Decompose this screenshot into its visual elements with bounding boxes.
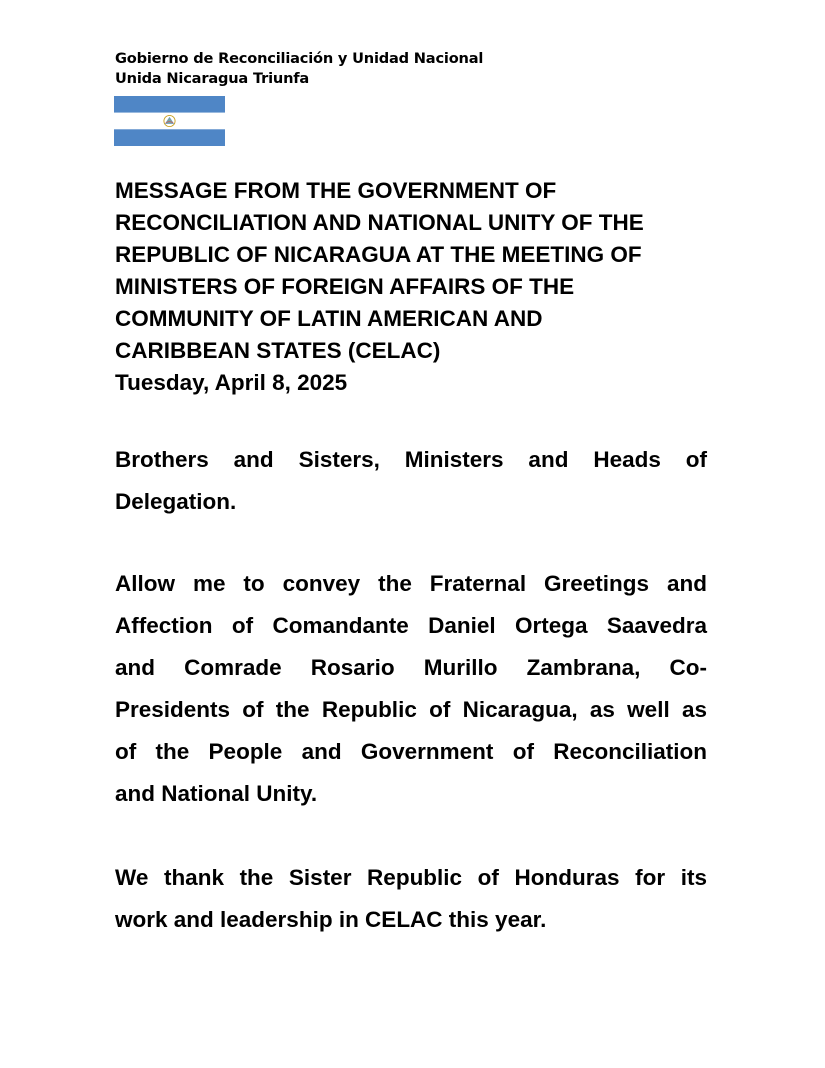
paragraph-line: Brothers and Sisters, Ministers and Heads of <box>115 447 707 472</box>
letterhead <box>115 49 595 89</box>
nicaragua-flag-icon <box>114 96 225 146</box>
paragraph-line: and National Unity. <box>115 781 318 806</box>
paragraph-line: and Comrade Rosario Murillo Zambrana, Co- <box>115 655 707 680</box>
title-line: COMMUNITY OF LATIN AMERICAN AND <box>115 306 543 331</box>
letterhead-government-name: Gobierno de Reconciliación y Unidad Nacional <box>115 50 484 67</box>
paragraph-salutation <box>115 439 707 523</box>
title-line: RECONCILIATION AND NATIONAL UNITY OF THE <box>115 210 644 235</box>
document-title <box>115 175 715 399</box>
title-line: MINISTERS OF FOREIGN AFFAIRS OF THE <box>115 274 575 299</box>
document-date: Tuesday, April 8, 2025 <box>115 370 348 395</box>
paragraph-thanks <box>115 857 707 941</box>
paragraph-line: Allow me to convey the Fraternal Greetings and <box>115 571 707 596</box>
paragraph-line: of the People and Government of Reconciliation <box>115 739 707 764</box>
paragraph-line: Presidents of the Republic of Nicaragua, as well as <box>115 697 707 722</box>
paragraph-line: Affection of Comandante Daniel Ortega Saavedra <box>115 613 707 638</box>
title-line: REPUBLIC OF NICARAGUA AT THE MEETING OF <box>115 242 642 267</box>
paragraph-line: work and leadership in CELAC this year. <box>115 907 547 932</box>
title-line: CARIBBEAN STATES (CELAC) <box>115 338 441 363</box>
paragraph-line: Delegation. <box>115 489 237 514</box>
title-line: MESSAGE FROM THE GOVERNMENT OF <box>115 178 557 203</box>
paragraph-line: We thank the Sister Republic of Honduras for its <box>115 865 707 890</box>
letterhead-slogan: Unida Nicaragua Triunfa <box>115 70 310 87</box>
paragraph-greetings <box>115 563 707 815</box>
